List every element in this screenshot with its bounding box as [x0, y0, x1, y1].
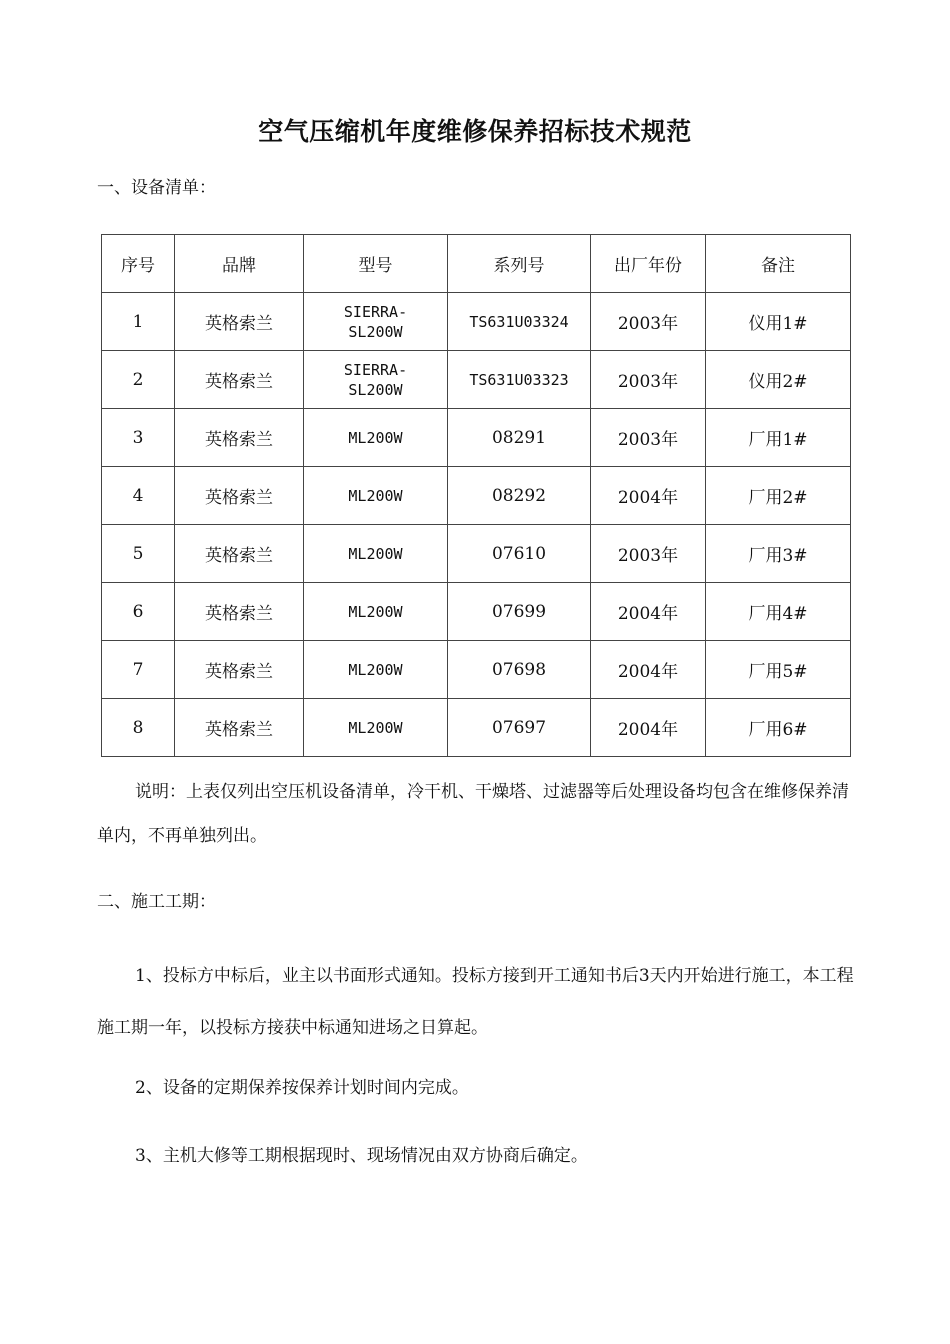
cell-model: ML200W [304, 699, 448, 757]
cell-index: 8 [102, 699, 175, 757]
header-cell-model: 型号 [304, 235, 448, 293]
table-header-row [102, 235, 851, 293]
cell-remark: 厂用4# [706, 583, 851, 641]
header-cell-index: 序号 [102, 235, 175, 293]
cell-index: 1 [102, 293, 175, 351]
table-row [102, 583, 851, 641]
cell-remark: 厂用2# [706, 467, 851, 525]
cell-remark: 厂用1# [706, 409, 851, 467]
header-cell-year: 出厂年份 [591, 235, 706, 293]
cell-year: 2003年 [591, 351, 706, 409]
cell-brand: 英格索兰 [175, 699, 304, 757]
cell-serial: 07697 [448, 699, 591, 757]
table-row [102, 467, 851, 525]
section-heading-schedule: 二、施工工期： [97, 892, 216, 912]
section-heading-equipment-list: 一、设备清单： [97, 178, 216, 198]
cell-model: SIERRA- SL200W [304, 351, 448, 409]
cell-brand: 英格索兰 [175, 293, 304, 351]
header-cell-brand: 品牌 [175, 235, 304, 293]
cell-serial: TS631U03324 [448, 293, 591, 351]
table-row [102, 641, 851, 699]
header-cell-serial: 系列号 [448, 235, 591, 293]
cell-year: 2004年 [591, 467, 706, 525]
cell-remark: 仪用1# [706, 293, 851, 351]
cell-index: 7 [102, 641, 175, 699]
cell-year: 2004年 [591, 699, 706, 757]
cell-model: SIERRA- SL200W [304, 293, 448, 351]
schedule-paragraph-3: 3、主机大修等工期根据现时、现场情况由双方协商后确定。 [135, 1146, 588, 1166]
cell-model: ML200W [304, 641, 448, 699]
page-title: 空气压缩机年度维修保养招标技术规范 [258, 117, 692, 146]
equipment-table [101, 234, 851, 757]
table-row [102, 699, 851, 757]
cell-brand: 英格索兰 [175, 641, 304, 699]
cell-remark: 仪用2# [706, 351, 851, 409]
schedule-paragraph-2: 2、设备的定期保养按保养计划时间内完成。 [135, 1078, 469, 1098]
cell-serial: 07610 [448, 525, 591, 583]
cell-remark: 厂用6# [706, 699, 851, 757]
cell-model: ML200W [304, 583, 448, 641]
table-note: 说明：上表仅列出空压机设备清单，冷干机、干燥塔、过滤器等后处理设备均包含在维修保养清单内，不再单独列出。 [97, 782, 849, 846]
header-cell-remark: 备注 [706, 235, 851, 293]
cell-serial: 08291 [448, 409, 591, 467]
cell-brand: 英格索兰 [175, 409, 304, 467]
cell-serial: 08292 [448, 467, 591, 525]
cell-brand: 英格索兰 [175, 583, 304, 641]
cell-serial: 07698 [448, 641, 591, 699]
cell-remark: 厂用5# [706, 641, 851, 699]
cell-year: 2004年 [591, 641, 706, 699]
cell-index: 5 [102, 525, 175, 583]
cell-model: ML200W [304, 525, 448, 583]
table-row [102, 293, 851, 351]
cell-year: 2003年 [591, 525, 706, 583]
cell-index: 2 [102, 351, 175, 409]
table-row [102, 409, 851, 467]
cell-index: 3 [102, 409, 175, 467]
cell-model: ML200W [304, 409, 448, 467]
schedule-paragraph-1: 1、投标方中标后，业主以书面形式通知。投标方接到开工通知书后3天内开始进行施工，本工程施工期一年，以投标方接获中标通知进场之日算起。 [97, 966, 854, 1038]
cell-brand: 英格索兰 [175, 525, 304, 583]
cell-year: 2003年 [591, 293, 706, 351]
cell-index: 6 [102, 583, 175, 641]
cell-model: ML200W [304, 467, 448, 525]
cell-year: 2003年 [591, 409, 706, 467]
cell-serial: 07699 [448, 583, 591, 641]
cell-brand: 英格索兰 [175, 467, 304, 525]
cell-index: 4 [102, 467, 175, 525]
table-row [102, 351, 851, 409]
cell-serial: TS631U03323 [448, 351, 591, 409]
cell-brand: 英格索兰 [175, 351, 304, 409]
cell-year: 2004年 [591, 583, 706, 641]
table-row [102, 525, 851, 583]
cell-remark: 厂用3# [706, 525, 851, 583]
